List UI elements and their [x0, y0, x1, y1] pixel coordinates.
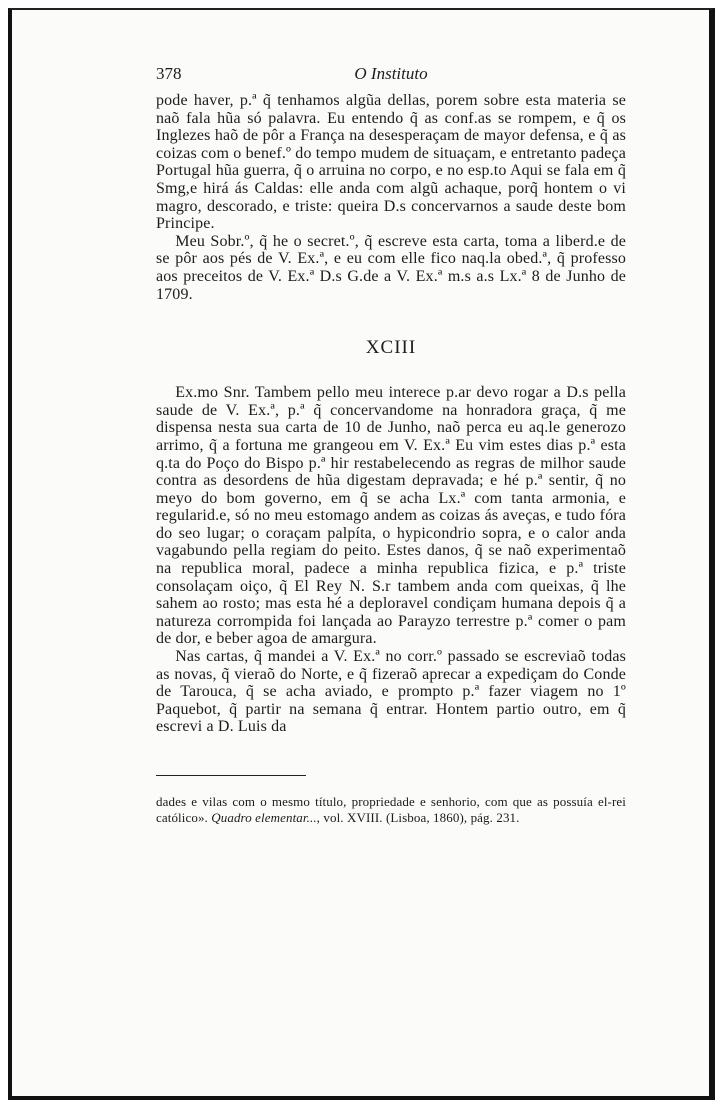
- paragraph: Meu Sobr.º, q̃ he o secret.º, q̃ escreve esta carta, toma a liberd.e de se pôr aos pés de V. Ex.ª, e eu com elle fico naq.la obed.ª, q̃ professo aos preceitos de V. Ex.ª D.s G.de a V. Ex.ª m.s a.s Lx.ª 8 de Junho de 1709.: [156, 232, 626, 303]
- section-heading: XCIII: [365, 337, 417, 359]
- paragraph: Nas cartas, q̃ mandei a V. Ex.ª no corr.º passado se escreviaõ todas as novas, q̃ vieraõ do Norte, e q̃ fizeraõ aprecar a expediçam do Conde de Tarouca, q̃ se acha aviado, e prompto p.ª fazer viagem no 1º Paquebot, q̃ partir na semana q̃ entrar. Hontem partio outro, em q̃ escrevi a D. Luis da: [156, 648, 626, 736]
- letter-xciii: [156, 384, 626, 736]
- letter-continued: [156, 92, 626, 303]
- page-content: [156, 62, 626, 826]
- footnote: [156, 794, 626, 826]
- footnote-citation: , vol. XVIII. (Lisboa, 1860), pág. 231.: [316, 810, 520, 825]
- footnote-divider: [156, 775, 306, 776]
- footnote-cited-title: Quadro elementar...: [211, 810, 317, 825]
- footnote-text: dades e vilas com o mesmo título, propriedade e senhorio, com que as possuía el-rei católico».: [156, 794, 626, 825]
- running-head: [156, 62, 626, 92]
- page-number: 378: [156, 64, 182, 83]
- paragraph: pode haver, p.ª q̃ tenhamos algũa dellas, porem sobre esta materia se naõ fala hũa só palavra. Eu entendo q̃ as conf.as se rompem, e q̃ os Inglezes haõ de pôr a França na desesperaçam de mayor defensa, e q̃ as coizas com o benef.º do tempo mudem de situaçam, e entretanto padeça Portugal hũa guerra, q̃ o arruina no corpo, e no esp.to Aqui se fala em q̃ Smg,e hirá ás Caldas: elle anda com algũ achaque, porq̃ hontem o vi magro, descorado, e triste: queira D.s concervarnos a saude deste bom Principe.: [156, 92, 626, 233]
- running-title: O Instituto: [354, 64, 428, 83]
- paragraph: Ex.mo Snr. Tambem pello meu interece p.ar devo rogar a D.s pella saude de V. Ex.ª, p.ª q̃ concervandome na honradora graça, q̃ me dispensa nesta sua carta de 10 de Junho, naõ perca eu aq.le generozo arrimo, q̃ a fortuna me grangeou em V. Ex.ª Eu vim estes dias p.ª esta q.ta do Poço do Bispo p.ª hir restabelecendo as regras de milhor saude contra as desordens de hũa digestam depravada; e hé p.ª sentir, q̃ no meyo do bom governo, em q̃ se acha Lx.ª com tanta armonia, e regularid.e, só no meu estomago andem as coizas ás aveças, e tudo fóra do seo lugar; o coraçam palpíta, o hypicondrio sopra, e o calor anda vagabundo pella regiam do peito. Estes danos, q̃ se naõ experimentaõ na republica moral, padece a minha republica fizica, e p.ª triste consolaçam oiço, q̃ El Rey N. S.r tambem anda com queixas, q̃ lhe sahem ao rosto; mas esta hé a deploravel condiçam humana depois q̃ a natureza corrompida foi lançada ao Parayzo terrestre p.ª comer o pam de dor, e beber agoa de amargura.: [156, 384, 626, 648]
